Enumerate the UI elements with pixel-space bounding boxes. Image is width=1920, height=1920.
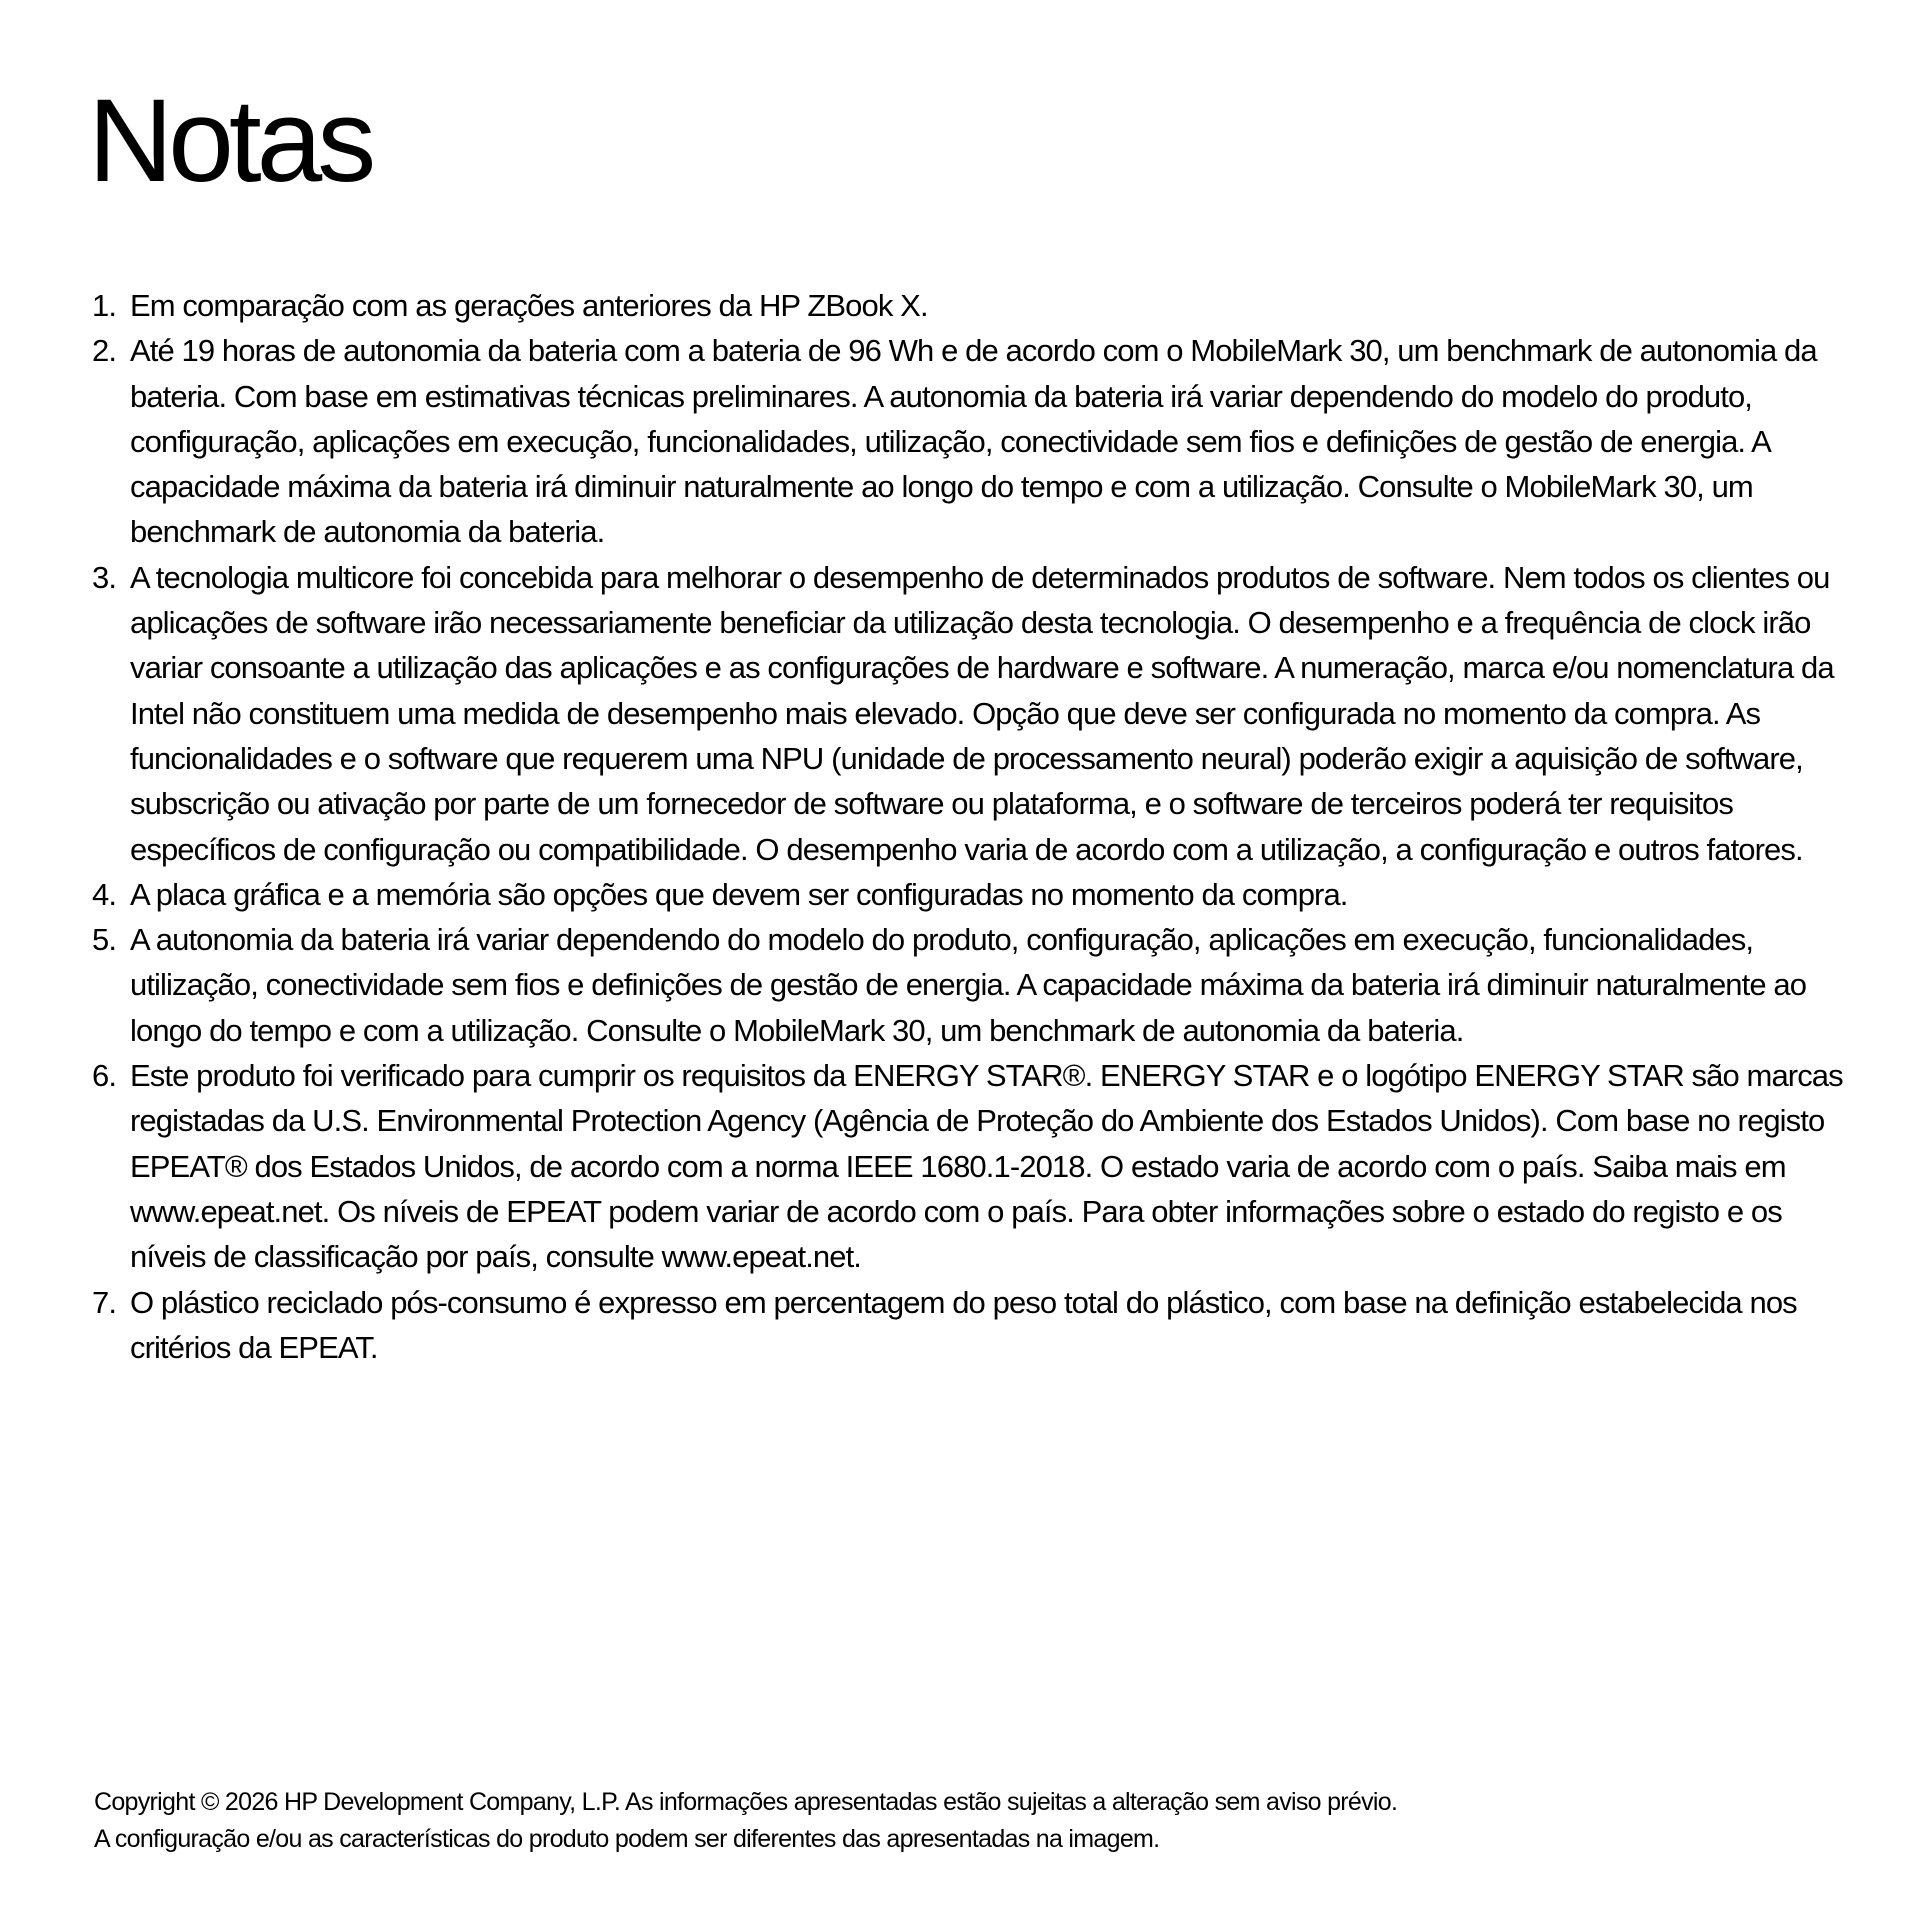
copyright-text: Copyright © 2026 HP Development Company, L.P. As informações apresentadas estão sujeitas a alteração sem aviso prévio. [94, 1788, 1398, 1816]
note-text: A autonomia da bateria irá variar dependendo do modelo do produto, configuração, aplicações em execução, funcionalidades, utilização, conectividade sem fios e definições de gestão de energia. A capacidade máxima da bateria irá diminuir naturalmente ao longo do tempo e com a utilização. Consulte o MobileMark 30, um benchmark de autonomia da bateria. [130, 922, 1807, 1048]
list-item [92, 283, 1852, 328]
list-item [92, 1053, 1852, 1279]
list-item [92, 917, 1852, 1053]
list-item [92, 872, 1852, 917]
note-text: A placa gráfica e a memória são opções que devem ser configuradas no momento da compra. [130, 876, 1348, 912]
list-item [92, 555, 1852, 872]
note-text: Em comparação com as gerações anteriores da HP ZBook X. [130, 288, 928, 323]
note-text: A tecnologia multicore foi concebida para melhorar o desempenho de determinados produtos de software. Nem todos os clientes ou aplicações de software irão necessariamente beneficiar da utilização desta tecnologia. O desempenho e a frequência de clock irão variar consoante a utilização das aplicações e as configurações de hardware e software. A numeração, marca e/ou nomenclatura da Intel não constituem uma medida de desempenho mais elevado. Opção que deve ser configurada no momento da compra. As funcionalidades e o software que requerem uma NPU (unidade de processamento neural) poderão exigir a aquisição de software, subscrição ou ativação por parte de um fornecedor de software ou plataforma, e o software de terceiros poderá ter requisitos específicos de configuração ou compatibilidade. O desempenho varia de acordo com a utilização, a configuração e outros fatores. [130, 559, 1834, 867]
footer [94, 1784, 1854, 1858]
note-text: O plástico reciclado pós-consumo é expresso em percentagem do peso total do plástico, com base na definição estabelecida nos critérios da EPEAT. [130, 1284, 1797, 1365]
note-number: 5. [92, 922, 117, 958]
note-number: 3. [92, 559, 117, 595]
list-item [92, 328, 1852, 554]
notes-list [92, 283, 1852, 1370]
note-number: 7. [92, 1284, 117, 1320]
page-title: Notas [88, 75, 372, 207]
list-item [92, 1280, 1852, 1371]
note-number: 2. [92, 333, 117, 369]
disclaimer-text: A configuração e/ou as características do produto podem ser diferentes das apresentadas na imagem. [94, 1825, 1160, 1853]
note-text: Este produto foi verificado para cumprir os requisitos da ENERGY STAR®. ENERGY STAR e o logótipo ENERGY STAR são marcas registadas da U.S. Environmental Protection Agency (Agência de Proteção do Ambiente dos Estados Unidos). Com base no registo EPEAT® dos Estados Unidos, de acordo com a norma IEEE 1680.1-2018. O estado varia de acordo com o país. Saiba mais em www.epeat.net. Os níveis de EPEAT podem variar de acordo com o país. Para obter informações sobre o estado do registo e os níveis de classificação por país, consulte www.epeat.net. [130, 1058, 1843, 1275]
note-number: 4. [92, 876, 117, 912]
note-number: 6. [92, 1058, 117, 1094]
note-number: 1. [92, 288, 117, 323]
note-text: Até 19 horas de autonomia da bateria com a bateria de 96 Wh e de acordo com o MobileMark 30, um benchmark de autonomia da bateria. Com base em estimativas técnicas preliminares. A autonomia da bateria irá variar dependendo do modelo do produto, configuração, aplicações em execução, funcionalidades, utilização, conectividade sem fios e definições de gestão de energia. A capacidade máxima da bateria irá diminuir naturalmente ao longo do tempo e com a utilização. Consulte o MobileMark 30, um benchmark de autonomia da bateria. [130, 333, 1817, 550]
